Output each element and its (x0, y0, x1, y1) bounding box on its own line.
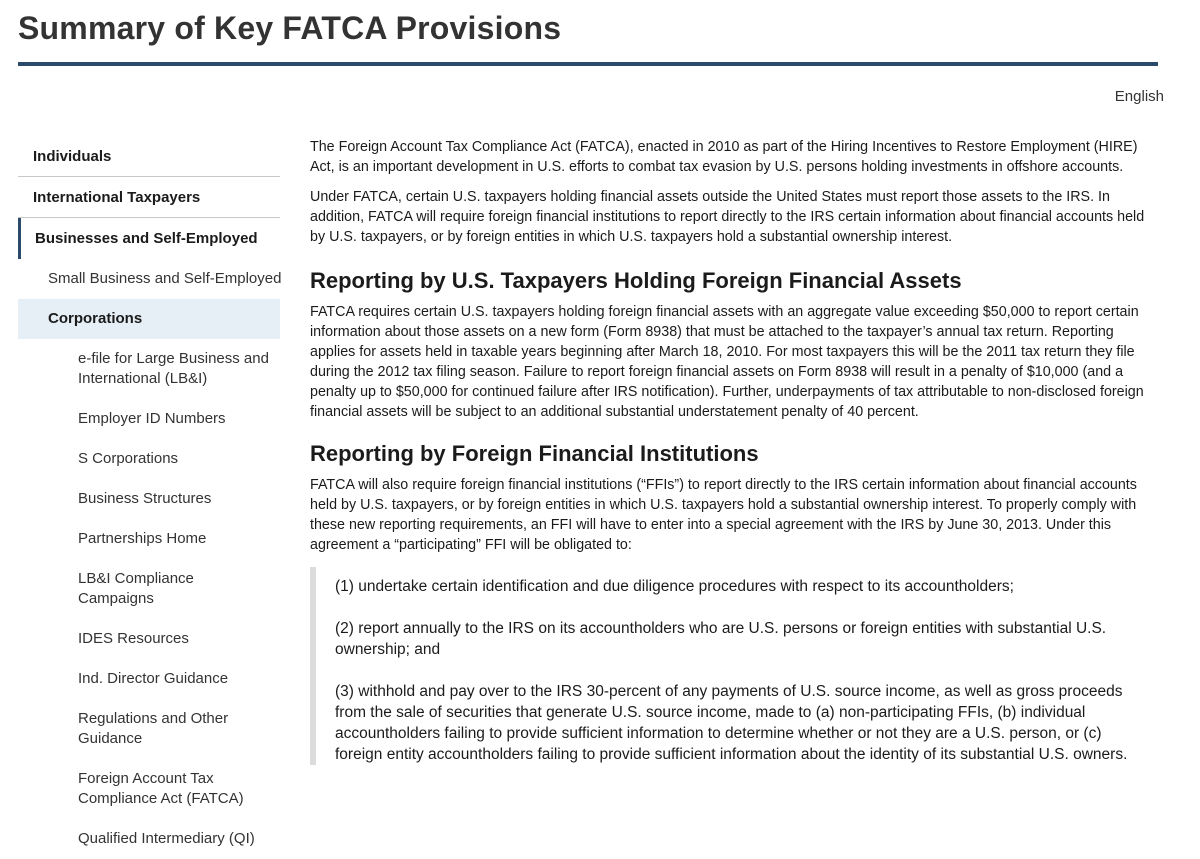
intro-paragraph: Under FATCA, certain U.S. taxpayers holding financial assets outside the United States must report those assets to the IRS. In addition, FATCA will require foreign financial institutions to report directly to the IRS certain information about financial accounts held by U.S. taxpayers, or by foreign entities in which U.S. taxpayers hold a substantial ownership interest. (310, 189, 1145, 245)
sidebar-item-fatca[interactable]: Foreign Account Tax Compliance Act (FATCA) (78, 770, 244, 807)
page-title: Summary of Key FATCA Provisions (18, 10, 562, 46)
sidebar-item-s-corporations[interactable]: S Corporations (78, 450, 179, 467)
sidebar-item-regulations-guidance[interactable]: Regulations and Other Guidance (78, 710, 229, 747)
sidebar-item-individuals[interactable]: Individuals (18, 136, 280, 177)
language-selector[interactable]: English (1114, 88, 1164, 105)
obligation-item: (1) undertake certain identification and due diligence procedures with respect to its accountholders; (335, 578, 1014, 595)
sidebar-item-lbi-compliance-campaigns[interactable]: LB&I Compliance Campaigns (78, 570, 194, 607)
section-heading-taxpayers: Reporting by U.S. Taxpayers Holding Foreign Financial Assets (310, 268, 962, 293)
section-heading-ffi: Reporting by Foreign Financial Institutions (310, 441, 759, 466)
sidebar-item-partnerships-home[interactable]: Partnerships Home (78, 530, 207, 547)
sidebar-item-efile-lbi[interactable]: e-file for Large Business and International (LB&I) (78, 350, 269, 387)
sidebar-item-qualified-intermediary[interactable]: Qualified Intermediary (QI) (78, 830, 255, 847)
obligation-item: (3) withhold and pay over to the IRS 30-percent of any payments of U.S. source income, as well as gross proceeds from the sale of securities that generate U.S. source income, made to (a) non-participating FFIs, (b) individual accountholders failing to provide sufficient information to determine whether or not they are a U.S. person, or (c) foreign entity accountholders failing to provide sufficient information about the identity of its substantial U.S. owners. (335, 683, 1128, 763)
sidebar-nav (18, 136, 280, 859)
section-body-taxpayers: FATCA requires certain U.S. taxpayers holding foreign financial assets with an aggregate value exceeding $50,000 to report certain information about those assets on a new form (Form 8938) that must be attached to the taxpayer’s annual tax return. Reporting applies for assets held in taxable years beginning after March 18, 2010. For most taxpayers this will be the 2011 tax return they file during the 2012 tax filing season. Failure to report foreign financial assets on Form 8938 will result in a penalty of $10,000 (and a penalty up to $50,000 for continued failure after IRS notification). Further, underpayments of tax attributable to non-disclosed foreign financial assets will be subject to an additional substantial understatement penalty of 40 percent. (310, 304, 1144, 420)
sidebar-item-corporations[interactable]: Corporations (18, 299, 280, 339)
sidebar-item-international-taxpayers[interactable]: International Taxpayers (18, 177, 280, 218)
sidebar-item-business-structures[interactable]: Business Structures (78, 490, 212, 507)
sidebar-item-ides-resources[interactable]: IDES Resources (78, 630, 189, 647)
main-content (310, 137, 1160, 786)
sidebar-item-employer-id-numbers[interactable]: Employer ID Numbers (78, 410, 226, 427)
obligation-item: (2) report annually to the IRS on its accountholders who are U.S. persons or foreign entities with substantial U.S. ownership; and (335, 620, 1107, 658)
intro-paragraph: The Foreign Account Tax Compliance Act (FATCA), enacted in 2010 as part of the Hiring Incentives to Restore Employment (HIRE) Act, is an important development in U.S. efforts to combat tax evasion by U.S. persons holding investments in offshore accounts. (310, 139, 1138, 175)
obligations-blockquote (310, 567, 1160, 765)
section-body-ffi: FATCA will also require foreign financial institutions (“FFIs”) to report directly to the IRS certain information about financial accounts held by U.S. taxpayers, or by foreign entities in which U.S. taxpayers hold a substantial ownership interest. To properly comply with these new reporting requirements, an FFI will have to enter into a special agreement with the IRS by June 30, 2013. Under this agreement a “participating” FFI will be obligated to: (310, 477, 1137, 553)
sidebar-item-businesses-self-employed[interactable]: Businesses and Self-Employed (18, 218, 280, 259)
sidebar-item-ind-director-guidance[interactable]: Ind. Director Guidance (78, 670, 229, 687)
title-divider (18, 62, 1158, 66)
sidebar-item-small-business[interactable]: Small Business and Self-Employed (48, 270, 282, 287)
